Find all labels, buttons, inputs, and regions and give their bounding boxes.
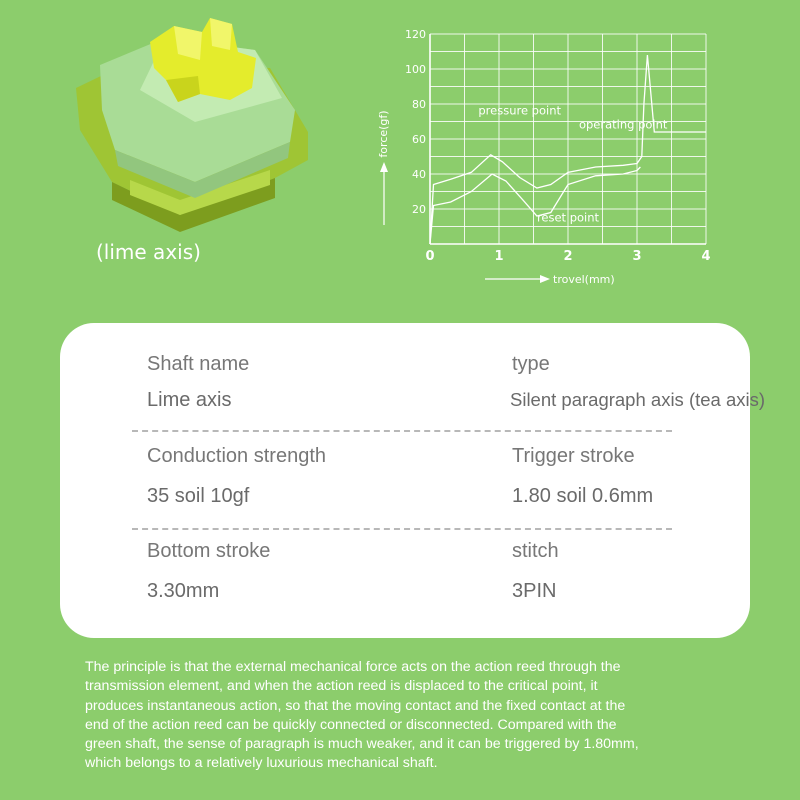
y-tick-label: 60 [412, 133, 426, 146]
spec-label-bottom-stroke: Bottom stroke [147, 540, 271, 562]
switch-image [70, 10, 320, 240]
spec-label-trigger-stroke: Trigger stroke [512, 445, 635, 467]
spec-value-stitch: 3PIN [512, 580, 557, 602]
annotation-label: operating point [578, 117, 668, 132]
y-tick-label: 40 [412, 168, 426, 181]
spec-value-trigger-stroke: 1.80 soil 0.6mm [512, 485, 654, 507]
y-axis-label: force(gf) [377, 110, 390, 158]
spec-label-type: type [512, 353, 550, 375]
force-curve-chart [360, 20, 740, 290]
description-line: transmission element, and when the action reed is displaced to the critical point, it [85, 678, 598, 695]
y-tick-label: 20 [412, 203, 426, 216]
x-tick-label: 3 [632, 249, 642, 264]
spec-label-shaft-name: Shaft name [147, 353, 250, 375]
spec-value-shaft-name: Lime axis [147, 389, 232, 411]
x-tick-label: 4 [701, 249, 711, 264]
y-tick-label: 80 [412, 98, 426, 111]
description-paragraph [85, 658, 725, 774]
annotation-label: pressure point [478, 103, 562, 118]
divider [132, 528, 672, 530]
x-tick-label: 2 [563, 249, 573, 264]
x-tick-label: 1 [494, 249, 504, 264]
spec-label-stitch: stitch [512, 540, 559, 562]
spec-value-conduction-strength: 35 soil 10gf [147, 485, 250, 507]
annotation-label: reset point [536, 210, 600, 225]
description-line: The principle is that the external mechanical force acts on the action reed through the [85, 659, 621, 675]
switch-caption: (lime axis) [96, 240, 201, 264]
y-axis-arrowhead [380, 162, 388, 172]
x-tick-label: 0 [425, 249, 435, 264]
y-tick-label: 100 [405, 63, 426, 76]
description-line: end of the action reed can be quickly connected or disconnected. Compared with the [85, 716, 617, 733]
description-line: which belongs to a relatively luxurious mechanical shaft. [85, 755, 438, 772]
spec-value-bottom-stroke: 3.30mm [147, 580, 220, 602]
spec-label-conduction-strength: Conduction strength [147, 445, 327, 467]
x-axis-arrowhead [540, 275, 550, 283]
spec-value-type: Silent paragraph axis (tea axis) [510, 389, 766, 410]
divider [132, 430, 672, 432]
series-line-2 [430, 167, 640, 244]
x-axis-label: trovel(mm) [553, 273, 615, 286]
y-tick-label: 120 [405, 28, 426, 41]
specs-card [60, 323, 766, 638]
description-line: green shaft, the sense of paragraph is much weaker, and it can be triggered by 1.80mm, [85, 736, 639, 753]
description-line: produces instantaneous action, so that the moving contact and the fixed contact at the [85, 697, 626, 714]
